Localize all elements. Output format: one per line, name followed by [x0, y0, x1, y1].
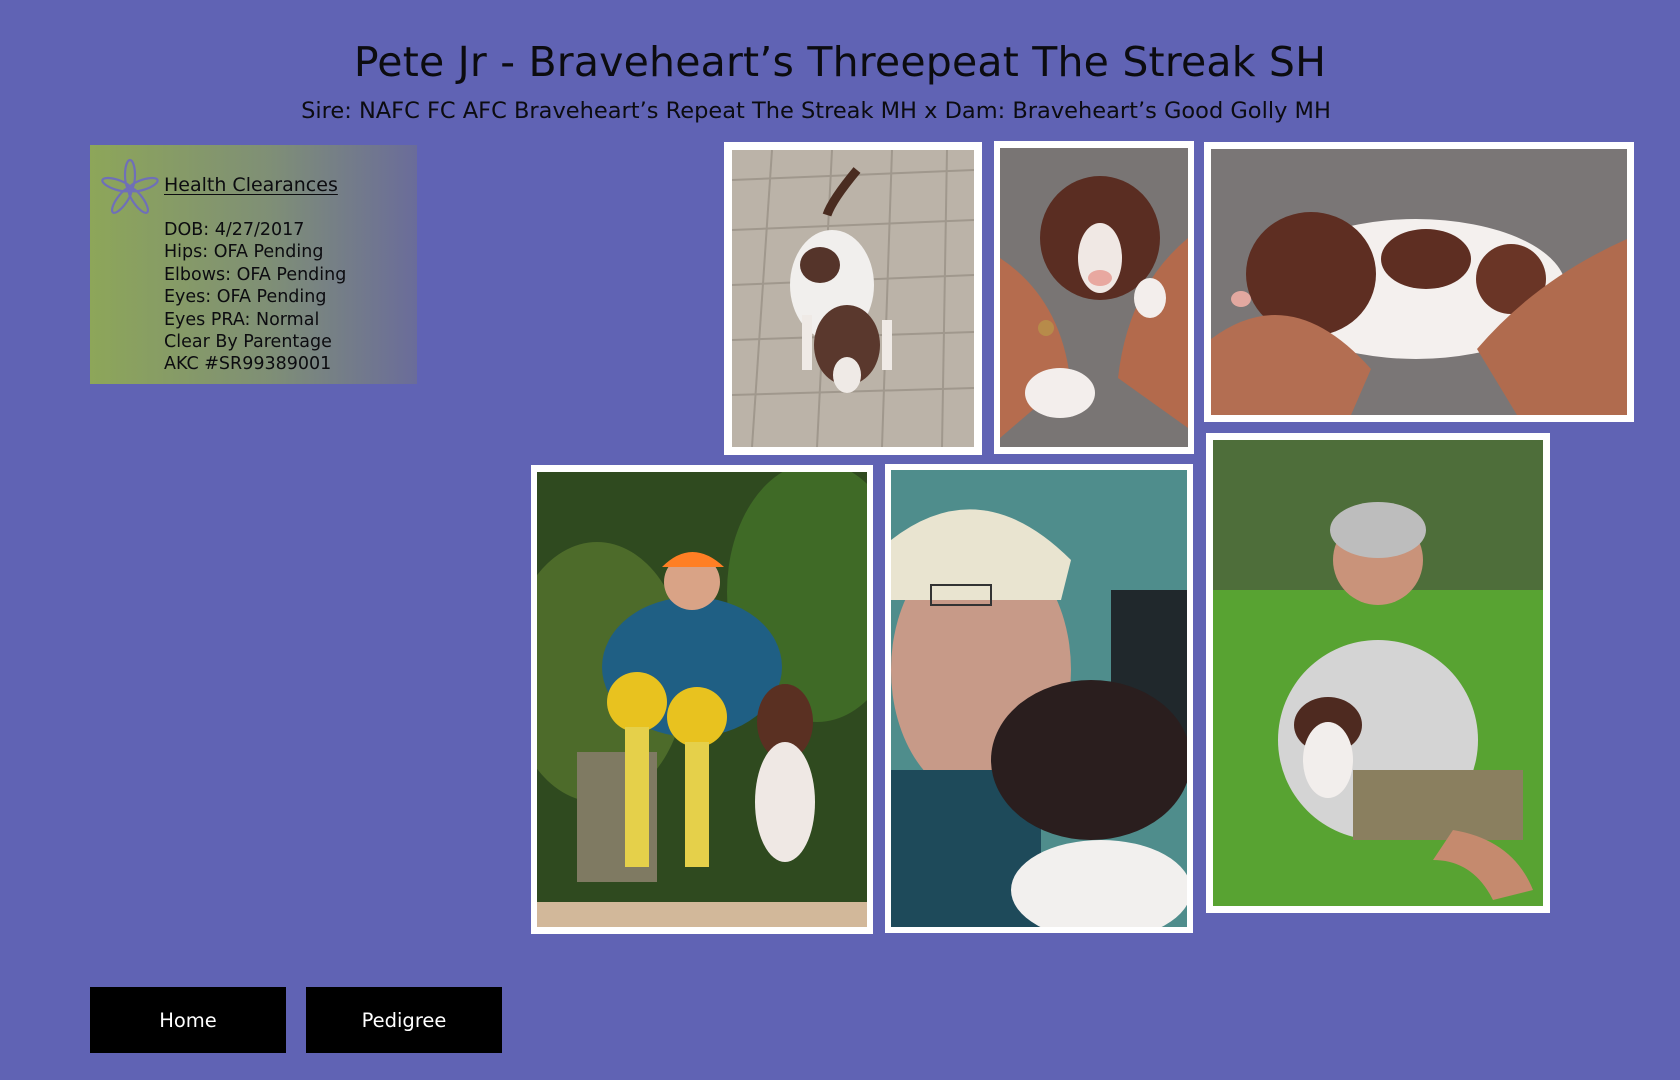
- home-button[interactable]: Home: [90, 987, 286, 1053]
- page-title: Pete Jr - Braveheart’s Threepeat The Streak SH: [353, 38, 1327, 86]
- puppy-on-pavers-image: [732, 150, 974, 447]
- health-clearances-panel: [90, 145, 417, 384]
- puppy-in-hands-image: [1000, 148, 1188, 447]
- photo-man-with-ribbons[interactable]: [531, 465, 873, 934]
- man-with-ribbons-image: [537, 472, 867, 927]
- dob-item: DOB: 4/27/2017: [164, 220, 305, 240]
- photo-man-closeup-with-dog[interactable]: [885, 464, 1193, 933]
- clear-by-parentage-item: Clear By Parentage: [164, 332, 332, 353]
- man-sitting-with-puppy-image: [1213, 440, 1543, 906]
- photo-puppy-held-sideways[interactable]: [1204, 142, 1634, 422]
- man-closeup-with-dog-image: [891, 470, 1187, 927]
- eyes-pra-item: Eyes PRA: Normal: [164, 309, 320, 330]
- photo-puppy-in-hands[interactable]: [994, 141, 1194, 454]
- eyes-item: Eyes: OFA Pending: [164, 287, 327, 308]
- hips-item: Hips: OFA Pending: [164, 242, 324, 263]
- pedigree-button[interactable]: Pedigree: [306, 987, 502, 1053]
- photo-man-sitting-with-puppy[interactable]: [1206, 433, 1550, 913]
- health-clearances-list: [164, 219, 346, 376]
- photo-puppy-on-pavers[interactable]: [724, 142, 982, 455]
- puppy-held-sideways-image: [1211, 149, 1627, 415]
- elbows-item: Elbows: OFA Pending: [164, 264, 347, 285]
- health-clearances-heading: Health Clearances: [164, 174, 338, 196]
- page-subtitle: Sire: NAFC FC AFC Braveheart’s Repeat The Streak MH x Dam: Braveheart’s Good Golly MH: [301, 98, 1331, 124]
- flower-icon: [100, 157, 160, 221]
- akc-number-item: AKC #SR99389001: [164, 354, 332, 375]
